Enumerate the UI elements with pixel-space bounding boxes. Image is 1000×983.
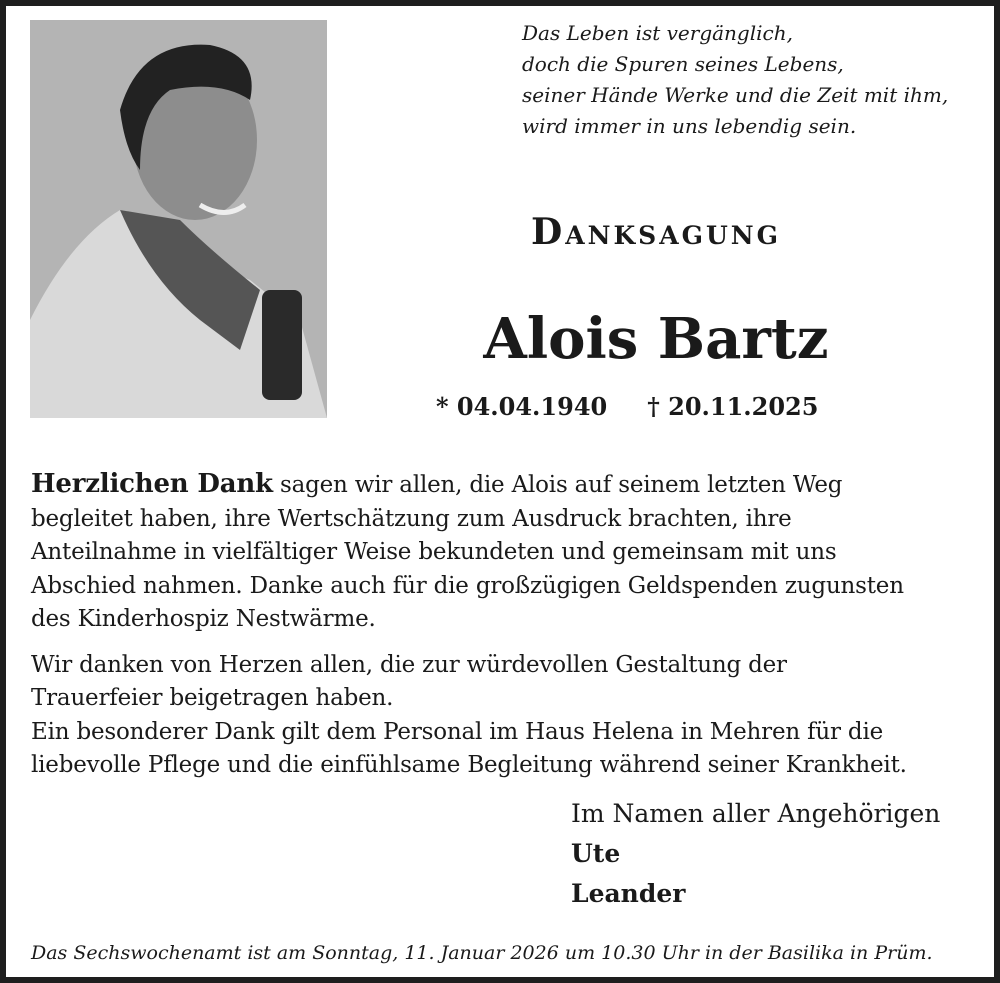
poem-line: Das Leben ist vergänglich,	[522, 21, 793, 45]
heading-danksagung: Danksagung	[530, 211, 781, 253]
text-line: Ein besonderer Dank gilt dem Personal im Haus Helena in Mehren für die	[31, 718, 884, 745]
lead-text: Herzlichen Dank	[31, 469, 273, 499]
signature-name: Leander	[571, 879, 686, 908]
poem-line: wird immer in uns lebendig sein.	[522, 114, 857, 138]
birth-date: * 04.04.1940	[436, 392, 608, 421]
text-line: begleitet haben, ihre Wertschätzung zum Ausdruck brachten, ihre	[31, 505, 792, 532]
text-line: liebevolle Pflege und die einfühlsame Begleitung während seiner Krankheit.	[31, 752, 907, 778]
paragraph-1	[31, 468, 907, 637]
text-line: Trauerfeier beigetragen haben.	[31, 685, 394, 711]
text-line: sagen wir allen, die Alois auf seinem letzten Weg	[272, 472, 843, 498]
life-dates	[436, 392, 818, 421]
poem-line: seiner Hände Werke und die Zeit mit ihm,	[522, 83, 949, 107]
poem	[522, 18, 948, 142]
text-line: des Kinderhospiz Nestwärme.	[31, 606, 376, 632]
portrait-photo	[30, 20, 327, 418]
death-date: † 20.11.2025	[647, 392, 819, 421]
signature-name: Ute	[571, 839, 621, 868]
text-line: Wir danken von Herzen allen, die zur würdevollen Gestaltung der	[31, 651, 787, 678]
text-line: Anteilnahme in vielfältiger Weise bekundeten und gemeinsam mit uns	[31, 539, 837, 565]
signature-block	[571, 794, 940, 914]
paragraph-2	[31, 649, 907, 783]
deceased-name: Alois Bartz	[483, 306, 829, 372]
signature-intro: Im Namen aller Angehörigen	[571, 799, 941, 828]
thank-you-text	[31, 468, 907, 783]
poem-line: doch die Spuren seines Lebens,	[522, 52, 844, 76]
obituary-card	[6, 6, 994, 977]
footer-note: Das Sechswochenamt ist am Sonntag, 11. Januar 2026 um 10.30 Uhr in der Basilika in Prüm.	[31, 942, 933, 964]
text-line: Abschied nahmen. Danke auch für die großzügigen Geldspenden zugunsten	[31, 572, 904, 599]
